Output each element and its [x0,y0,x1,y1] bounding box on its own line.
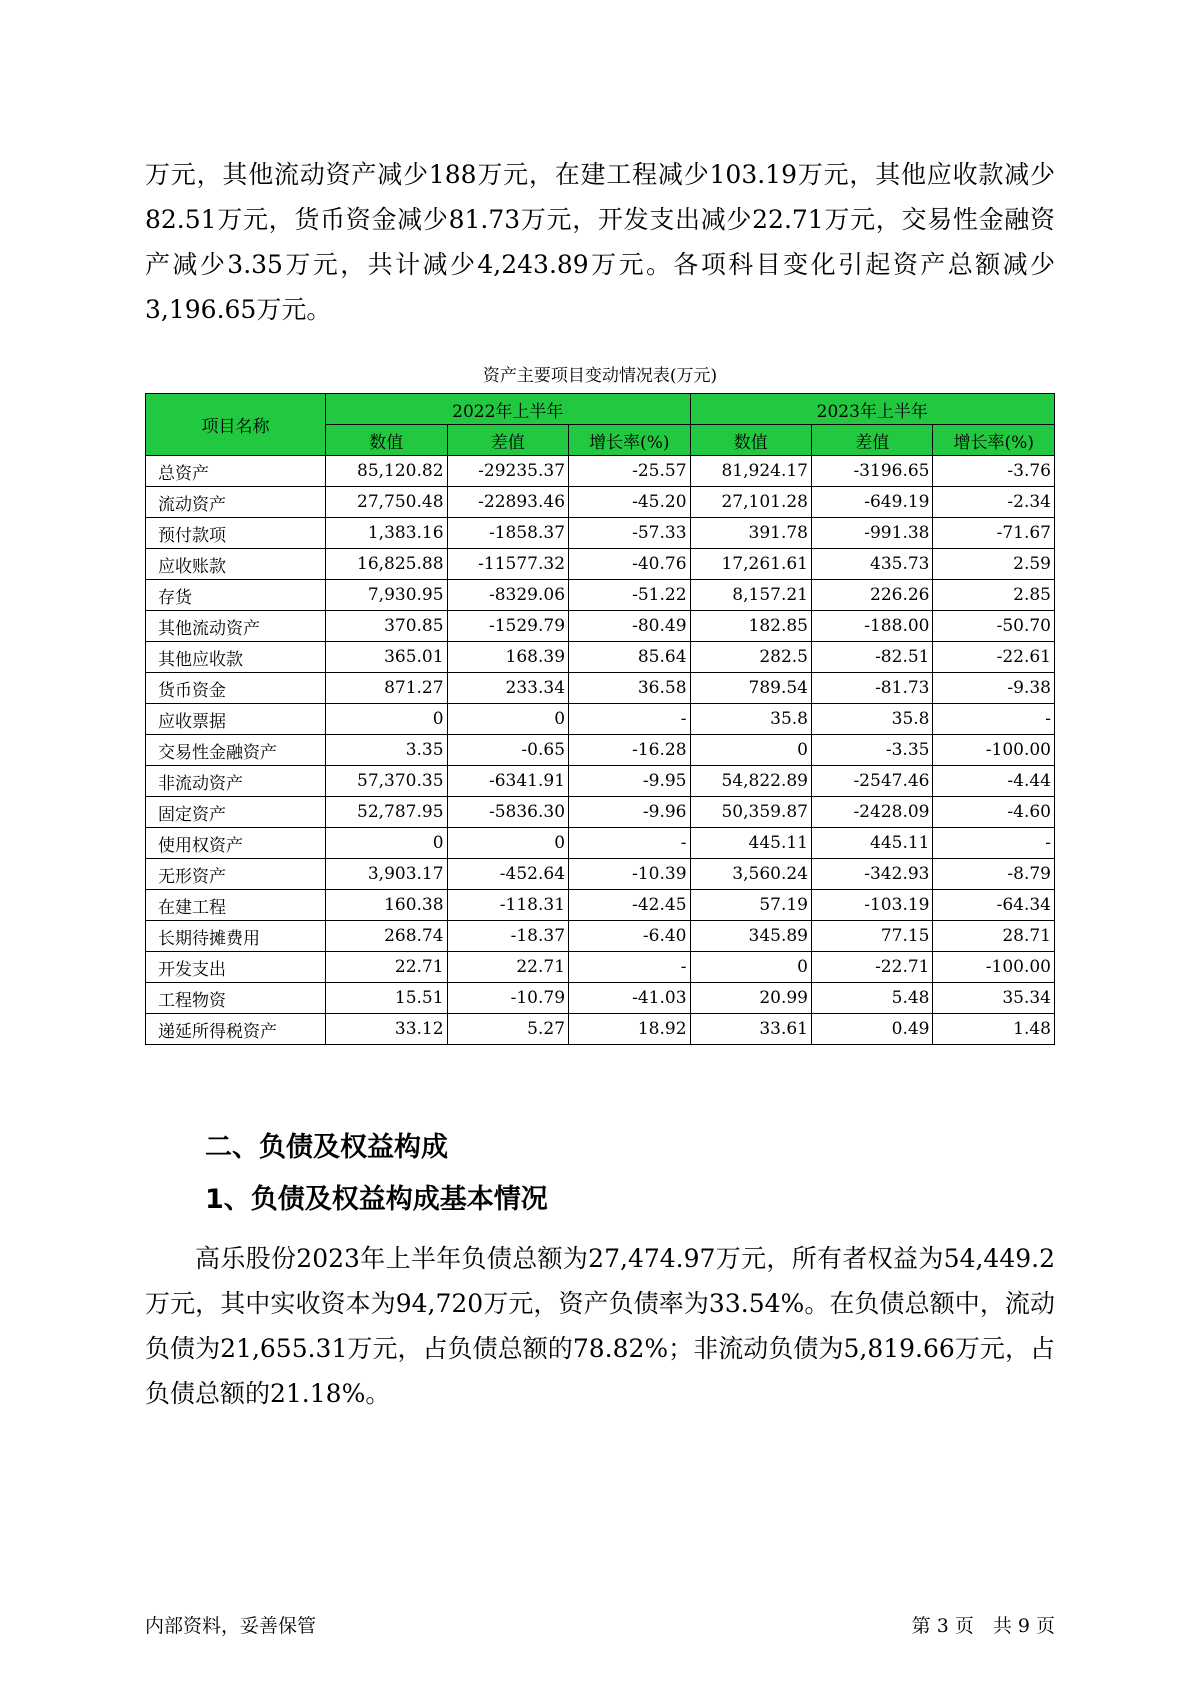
row-cell-d23: 435.73 [812,549,933,580]
table-body [146,456,1055,1045]
header-diff-2022: 差值 [447,425,568,456]
header-rate-2022: 增长率(%) [569,425,690,456]
header-value-2023: 数值 [690,425,811,456]
row-cell-d23: -22.71 [812,952,933,983]
row-item-name: 开发支出 [146,952,326,983]
table-row [146,642,1055,673]
row-item-name: 在建工程 [146,890,326,921]
row-cell-d23: -188.00 [812,611,933,642]
row-cell-v22: 370.85 [326,611,447,642]
row-cell-d22: 22.71 [447,952,568,983]
row-cell-v23: 27,101.28 [690,487,811,518]
row-item-name: 应收票据 [146,704,326,735]
row-cell-r22: -9.95 [569,766,690,797]
subsection-heading: 1、负债及权益构成基本情况 [205,1184,548,1215]
row-cell-r22: - [569,952,690,983]
row-item-name: 其他流动资产 [146,611,326,642]
row-item-name: 货币资金 [146,673,326,704]
row-cell-d22: 168.39 [447,642,568,673]
header-rate-2023: 增长率(%) [933,425,1055,456]
row-cell-d23: 445.11 [812,828,933,859]
table-row [146,890,1055,921]
row-cell-d23: 5.48 [812,983,933,1014]
table-caption: 资产主要项目变动情况表(万元) [482,366,718,386]
row-cell-r22: -9.96 [569,797,690,828]
row-cell-r22: - [569,704,690,735]
row-cell-r22: - [569,828,690,859]
row-cell-v22: 0 [326,828,447,859]
row-cell-v22: 160.38 [326,890,447,921]
table-row [146,518,1055,549]
row-cell-r22: -25.57 [569,456,690,487]
row-cell-r23: -9.38 [933,673,1055,704]
row-cell-r22: 85.64 [569,642,690,673]
row-cell-d22: -22893.46 [447,487,568,518]
row-cell-r22: -41.03 [569,983,690,1014]
row-cell-v23: 182.85 [690,611,811,642]
row-cell-d23: -2547.46 [812,766,933,797]
table-row [146,983,1055,1014]
row-cell-d23: -81.73 [812,673,933,704]
row-cell-v22: 0 [326,704,447,735]
row-cell-r23: -8.79 [933,859,1055,890]
row-cell-v23: 445.11 [690,828,811,859]
row-cell-v22: 268.74 [326,921,447,952]
row-cell-d22: -0.65 [447,735,568,766]
row-cell-v23: 33.61 [690,1014,811,1045]
row-cell-v22: 33.12 [326,1014,447,1045]
row-cell-r23: -64.34 [933,890,1055,921]
row-cell-d23: -3196.65 [812,456,933,487]
row-item-name: 其他应收款 [146,642,326,673]
row-cell-v22: 871.27 [326,673,447,704]
asset-change-table [145,393,1055,1045]
row-cell-r23: 1.48 [933,1014,1055,1045]
row-cell-v23: 789.54 [690,673,811,704]
row-cell-d23: 0.49 [812,1014,933,1045]
row-cell-d22: 233.34 [447,673,568,704]
row-cell-v23: 345.89 [690,921,811,952]
row-cell-r22: 18.92 [569,1014,690,1045]
row-item-name: 固定资产 [146,797,326,828]
row-cell-r23: 28.71 [933,921,1055,952]
row-cell-r22: -57.33 [569,518,690,549]
row-cell-d22: -1529.79 [447,611,568,642]
row-cell-d22: -8329.06 [447,580,568,611]
row-cell-r23: 35.34 [933,983,1055,1014]
row-cell-v22: 365.01 [326,642,447,673]
table-row [146,580,1055,611]
row-cell-r22: -40.76 [569,549,690,580]
row-cell-d23: 35.8 [812,704,933,735]
table-row [146,828,1055,859]
row-cell-v22: 3,903.17 [326,859,447,890]
row-cell-v23: 54,822.89 [690,766,811,797]
table-row [146,766,1055,797]
row-item-name: 交易性金融资产 [146,735,326,766]
row-cell-r23: -4.60 [933,797,1055,828]
row-cell-r22: -51.22 [569,580,690,611]
table-row [146,549,1055,580]
row-cell-d22: -18.37 [447,921,568,952]
row-cell-v22: 52,787.95 [326,797,447,828]
row-cell-d23: -3.35 [812,735,933,766]
row-cell-d23: 77.15 [812,921,933,952]
row-cell-d22: 0 [447,704,568,735]
row-cell-r23: -4.44 [933,766,1055,797]
row-cell-v23: 8,157.21 [690,580,811,611]
row-cell-d23: -2428.09 [812,797,933,828]
table-row [146,456,1055,487]
row-cell-d23: -342.93 [812,859,933,890]
intro-paragraph: 万元，其他流动资产减少188万元，在建工程减少103.19万元，其他应收款减少82.51万元，货币资金减少81.73万元，开发支出减少22.71万元，交易性金融资产减少3.35万元，共计减少4,243.89万元。各项科目变化引起资产总额减少3,196.65万元。 [145,160,1055,324]
table-row [146,952,1055,983]
row-cell-v22: 16,825.88 [326,549,447,580]
row-cell-v22: 7,930.95 [326,580,447,611]
row-cell-r23: 2.59 [933,549,1055,580]
row-cell-r22: -42.45 [569,890,690,921]
header-value-2022: 数值 [326,425,447,456]
row-item-name: 长期待摊费用 [146,921,326,952]
row-cell-d22: -11577.32 [447,549,568,580]
row-cell-v23: 0 [690,735,811,766]
table-row [146,704,1055,735]
row-cell-r23: - [933,704,1055,735]
row-cell-v22: 85,120.82 [326,456,447,487]
row-item-name: 递延所得税资产 [146,1014,326,1045]
row-cell-d22: -1858.37 [447,518,568,549]
header-period-2022: 2022年上半年 [326,394,690,425]
row-item-name: 总资产 [146,456,326,487]
row-cell-r23: -22.61 [933,642,1055,673]
row-cell-d22: -29235.37 [447,456,568,487]
row-cell-v23: 3,560.24 [690,859,811,890]
row-item-name: 无形资产 [146,859,326,890]
row-cell-d23: -103.19 [812,890,933,921]
row-item-name: 存货 [146,580,326,611]
table-row [146,673,1055,704]
table-row [146,859,1055,890]
row-item-name: 应收账款 [146,549,326,580]
row-cell-r22: -45.20 [569,487,690,518]
row-cell-r22: -10.39 [569,859,690,890]
row-cell-r22: -80.49 [569,611,690,642]
table-header-row-1 [146,394,1055,425]
row-cell-d22: -10.79 [447,983,568,1014]
row-cell-v22: 1,383.16 [326,518,447,549]
row-cell-r23: -100.00 [933,735,1055,766]
table-row [146,797,1055,828]
section-heading: 二、负债及权益构成 [205,1132,448,1163]
row-cell-r22: 36.58 [569,673,690,704]
row-cell-r23: -71.67 [933,518,1055,549]
row-cell-v23: 20.99 [690,983,811,1014]
row-cell-v23: 0 [690,952,811,983]
row-cell-v23: 282.5 [690,642,811,673]
row-cell-v22: 15.51 [326,983,447,1014]
footer-page-number: 第 3 页 共 9 页 [911,1615,1055,1637]
row-cell-r23: - [933,828,1055,859]
row-cell-r23: -100.00 [933,952,1055,983]
row-cell-v23: 81,924.17 [690,456,811,487]
row-cell-d22: 5.27 [447,1014,568,1045]
row-cell-r22: -16.28 [569,735,690,766]
row-cell-d23: -82.51 [812,642,933,673]
row-item-name: 流动资产 [146,487,326,518]
row-cell-d22: 0 [447,828,568,859]
row-cell-r22: -6.40 [569,921,690,952]
row-cell-d22: -6341.91 [447,766,568,797]
row-cell-r23: 2.85 [933,580,1055,611]
row-cell-d23: 226.26 [812,580,933,611]
table-row [146,921,1055,952]
row-cell-r23: -50.70 [933,611,1055,642]
row-cell-d22: -5836.30 [447,797,568,828]
row-cell-v22: 3.35 [326,735,447,766]
row-cell-r23: -3.76 [933,456,1055,487]
row-cell-v23: 17,261.61 [690,549,811,580]
row-cell-v22: 27,750.48 [326,487,447,518]
row-cell-v22: 57,370.35 [326,766,447,797]
header-diff-2023: 差值 [812,425,933,456]
row-item-name: 使用权资产 [146,828,326,859]
row-cell-d23: -649.19 [812,487,933,518]
table-row [146,611,1055,642]
row-cell-v23: 35.8 [690,704,811,735]
row-cell-v23: 50,359.87 [690,797,811,828]
row-cell-d23: -991.38 [812,518,933,549]
row-cell-v23: 391.78 [690,518,811,549]
row-cell-v23: 57.19 [690,890,811,921]
row-cell-r23: -2.34 [933,487,1055,518]
row-item-name: 预付款项 [146,518,326,549]
header-item-name: 项目名称 [146,394,326,456]
row-cell-v22: 22.71 [326,952,447,983]
row-item-name: 工程物资 [146,983,326,1014]
table-row [146,487,1055,518]
table-row [146,1014,1055,1045]
row-cell-d22: -118.31 [447,890,568,921]
header-period-2023: 2023年上半年 [690,394,1054,425]
row-cell-d22: -452.64 [447,859,568,890]
footer-confidential-note: 内部资料，妥善保管 [145,1615,317,1637]
liability-paragraph: 高乐股份2023年上半年负债总额为27,474.97万元，所有者权益为54,449.2万元，其中实收资本为94,720万元，资产负债率为33.54%。在负债总额中，流动负债为21,655.31万元，占负债总额的78.82%；非流动负债为5,819.66万元，占负债总额的21.18%。 [145,1244,1055,1408]
table-row [146,735,1055,766]
row-item-name: 非流动资产 [146,766,326,797]
